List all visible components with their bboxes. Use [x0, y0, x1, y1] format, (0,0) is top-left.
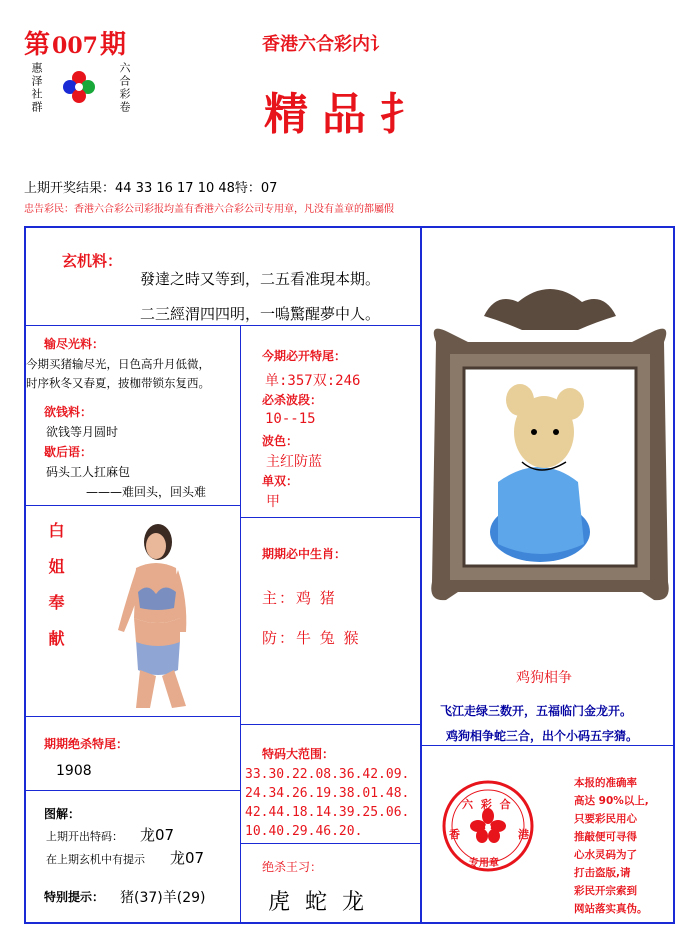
stamp-left-text: 香 [449, 828, 460, 841]
color-label: 波色： [262, 434, 299, 448]
tujie-line-2-label: 在上期玄机中有提示 [46, 853, 145, 866]
tujie-line-1-label: 上期开出特码： [46, 830, 123, 843]
tail-label: 今期必开特尾： [262, 349, 347, 363]
range-row-3: 42.44.18.14.39.25.06. [245, 805, 410, 820]
range-row-4: 10.40.29.46.20. [245, 824, 363, 839]
saying-label: 歇后语： [44, 445, 93, 459]
notice-line: 高达 90%以上, [574, 795, 649, 807]
range-label: 特码大范围： [262, 747, 335, 761]
lose-label: 输尽光料： [44, 337, 105, 351]
issue-prefix: 第 [24, 30, 51, 60]
frame-left [24, 226, 26, 924]
right-poem-2: 鸡狗相争蛇三合，出个小码五字猜。 [446, 729, 639, 743]
result-line: 上期开奖结果：44 33 16 17 10 48特：07 [24, 181, 278, 196]
stamp-top-text: 六 彩 合 [462, 798, 513, 811]
framed-picture [428, 282, 672, 618]
notice-line: 本报的准确率 [574, 777, 637, 789]
notice-line: 打击盗版,请 [574, 867, 631, 879]
divider-zodiac-top [240, 517, 420, 518]
divider-photo-bottom [24, 716, 240, 717]
divider-photo-top [24, 505, 240, 506]
notice-line: 网站落实真伪。 [574, 903, 648, 915]
money-text: 欲钱等月圆时 [46, 425, 119, 439]
notice-block [574, 774, 649, 918]
tujie-line-1-value: 龙07 [140, 826, 175, 844]
notice-line: 推敲便可寻得 [574, 831, 637, 843]
right-caption: 鸡狗相争 [516, 670, 572, 686]
divider-range-top [240, 724, 420, 725]
notice-line: 只要彩民用心 [574, 813, 637, 825]
wave-value: 10--15 [265, 411, 316, 427]
divider-tujie-top [24, 790, 240, 791]
king-value: 虎 蛇 龙 [268, 890, 368, 915]
special-label: 特别提示： [44, 890, 105, 904]
divider-right-col [420, 226, 422, 924]
king-label: 绝杀王习： [262, 860, 323, 874]
model-photo [96, 520, 206, 708]
divider-mid-col [240, 325, 241, 922]
wave-label: 必杀波段： [262, 393, 323, 407]
range-row-2: 24.34.26.19.38.01.48. [245, 786, 410, 801]
odd-even-value: 单:357双:246 [265, 373, 361, 389]
frame-top [24, 226, 675, 228]
issue-suffix: 期 [99, 30, 126, 60]
lose-text-2: 时序秋冬又春夏，披枷带锁东复西。 [26, 376, 210, 390]
issue-title [24, 24, 126, 61]
kill-tail-label: 期期绝杀特尾： [44, 737, 129, 751]
tujie-label: 图解： [44, 807, 81, 821]
divider-stamp-top [420, 745, 675, 746]
divider-xuanji [24, 325, 422, 326]
zodiac-label: 期期必中生肖： [262, 547, 347, 561]
issue-number: 007 [52, 33, 98, 59]
stamp-right-text: 港 [518, 828, 529, 841]
photo-caption: 白姐奉献 [46, 522, 65, 666]
frame-right [673, 226, 675, 924]
xuanji-line-1: 發達之時又等到，二五看准現本期。 [140, 270, 381, 288]
single-value: 甲 [266, 494, 280, 510]
notice-line: 彩民开宗索到 [574, 885, 637, 897]
single-label: 单双： [262, 474, 299, 488]
lose-text-1: 今期买猪输尽光，日色高升月低微， [26, 357, 210, 371]
divider-king-top [240, 843, 420, 844]
main-title: 精品扌 [264, 89, 438, 140]
right-poem-1: 飞江走绿三数开，五福临门金龙开。 [440, 704, 633, 718]
zodiac-main: 主：鸡 猪 [262, 589, 337, 607]
frame-bottom [24, 922, 675, 924]
special-value: 猪(37)羊(29) [120, 890, 206, 906]
color-value: 主红防蓝 [266, 454, 322, 470]
zodiac-guard: 防：牛 兔 猴 [262, 629, 361, 647]
logo-icon [62, 70, 96, 104]
range-row-1: 33.30.22.08.36.42.09. [245, 767, 410, 782]
xuanji-label: 玄机料： [62, 252, 123, 270]
warning-line: 忠告彩民：香港六合彩公司彩报均盖有香港六合彩公司专用章，凡没有盖章的都屬假 [24, 204, 394, 215]
kill-tail-value: 1908 [56, 763, 92, 779]
subtitle: 香港六合彩内讠 [262, 34, 388, 55]
right-vertical-text: 六合彩卷 [118, 62, 131, 114]
notice-line: 心水灵码为了 [574, 849, 637, 861]
money-label: 欲钱料： [44, 405, 93, 419]
saying-text: 码头工人扛麻包 [46, 465, 131, 479]
saying-answer: ———难回头，回头难 [86, 485, 207, 499]
xuanji-line-2: 二三經渭四四明，一嗚驚醒夢中人。 [140, 305, 381, 323]
left-vertical-text: 惠泽社群 [30, 62, 43, 114]
stamp-bottom-text: 专用章 [469, 858, 499, 869]
tujie-line-2-value: 龙07 [170, 849, 205, 867]
